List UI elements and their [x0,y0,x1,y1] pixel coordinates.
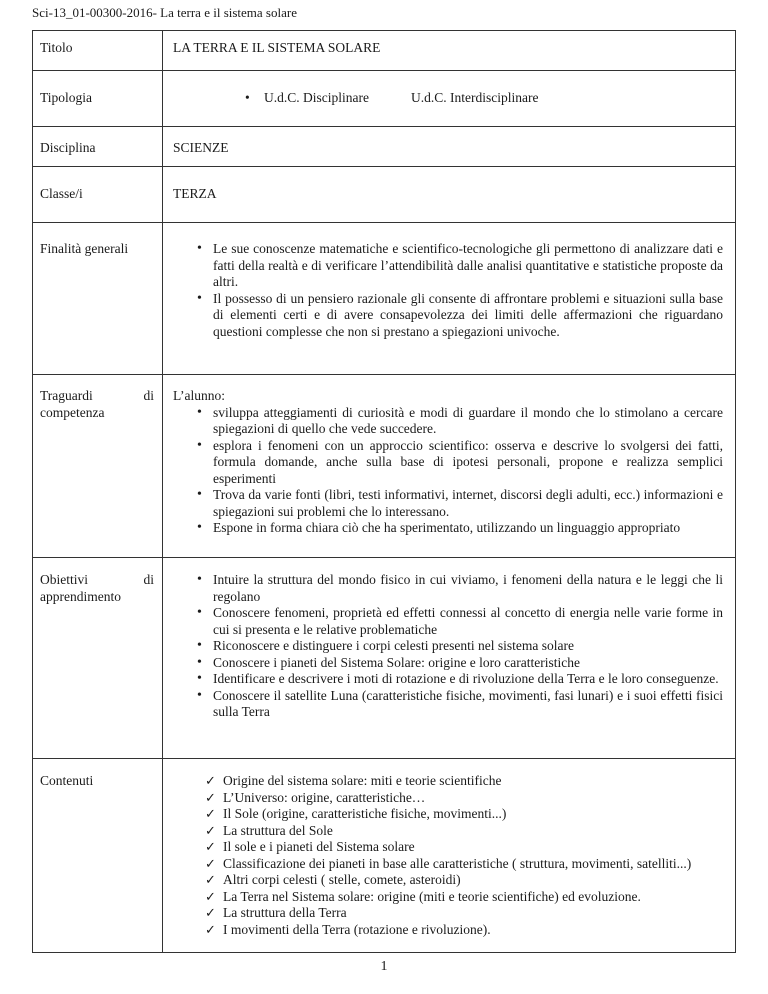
option-interdisciplinare: U.d.C. Interdisciplinare [411,90,539,105]
check-icon: ✓ [205,773,216,788]
bullet-icon: • [245,90,250,105]
check-icon: ✓ [205,905,216,920]
label-obiettivi: Obiettivi di [40,572,154,587]
row-titolo [33,31,736,71]
traguardi-list [173,405,723,537]
row-classe [33,167,736,223]
document-header: Sci-13_01-00300-2016- La terra e il sistema solare [32,5,297,20]
list-item: ✓ I movimenti della Terra (rotazione e rivoluzione). [205,921,491,937]
label-finalita: Finalità generali [33,223,163,375]
tipologia-options [173,90,723,110]
list-item: ✓ Origine del sistema solare: miti e teorie scientifiche [205,773,502,788]
check-icon: ✓ [205,855,216,871]
list-item: ✓ La struttura della Terra [205,905,347,920]
finalita-list [173,241,723,340]
list-item: ✓ Il Sole (origine, caratteristiche fisiche, movimenti...) [205,806,507,821]
list-item: ✓ Il sole e i pianeti del Sistema solare [205,839,415,854]
check-icon: ✓ [205,839,216,854]
value-classe: TERZA [163,167,736,223]
contenuti-list [173,773,723,938]
check-icon: ✓ [205,921,216,937]
label-tipologia: Tipologia [33,71,163,127]
list-item: • sviluppa atteggiamenti di curiosità e modi di guardare il mondo che lo stimolano a cercare spiegazioni di quello che vede succedere. [173,405,723,438]
row-disciplina [33,127,736,167]
lesson-plan-table [32,30,736,953]
list-item: • Il possesso di un pensiero razionale gli consente di affrontare problemi e situazioni sulla base di elementi certi e di avere consapevolezza dei limiti delle affermazioni che riguardano questioni complesse che non si prestano a spiegazioni univoche. [173,291,723,341]
traguardi-intro: L’alunno: [173,388,225,403]
value-disciplina: SCIENZE [163,127,736,167]
obiettivi-list [173,572,723,721]
list-item: • Intuire la struttura del mondo fisico in cui viviamo, i fenomeni della natura e le leggi che li regolano [173,572,723,605]
row-finalita [33,223,736,375]
label-disciplina: Disciplina [33,127,163,167]
check-icon: ✓ [205,822,216,838]
label-traguardi: Traguardi di [40,388,154,403]
check-icon: ✓ [205,872,216,887]
list-item: • esplora i fenomeni con un approccio scientifico: osserva e descrive lo svolgersi dei fatti, formula domande, anche sulla base di ipotesi personali, propone e realizza semplici esperimenti [173,438,723,488]
row-contenuti [33,759,736,953]
label-contenuti: Contenuti [33,759,163,953]
list-item: ✓ L’Universo: origine, caratteristiche… [205,789,426,805]
row-tipologia [33,71,736,127]
list-item: ✓ Classificazione dei pianeti in base alle caratteristiche ( struttura, movimenti, satelliti...) [205,855,692,871]
list-item: ✓ La struttura del Sole [205,822,333,838]
list-item: • Identificare e descrivere i moti di rotazione e di rivoluzione della Terra e le loro conseguenze. [173,671,723,688]
list-item: ✓ Altri corpi celesti ( stelle, comete, asteroidi) [205,872,461,887]
list-item: • Le sue conoscenze matematiche e scientifico-tecnologiche gli permettono di analizzare dati e fatti della realtà e di verificare l’attendibilità dalle analisi quantitative e statistiche proposte da altri. [173,241,723,291]
list-item: ✓ La Terra nel Sistema solare: origine (miti e teorie scientifiche) ed evoluzione. [205,888,641,904]
list-item: • Conoscere i pianeti del Sistema Solare: origine e loro caratteristiche [173,655,723,672]
list-item: • Conoscere il satellite Luna (caratteristiche fisiche, movimenti, fasi lunari) e i suoi effetti fisici sulla Terra [173,688,723,721]
list-item: • Riconoscere e distinguere i corpi celesti presenti nel sistema solare [173,638,723,655]
check-icon: ✓ [205,806,216,821]
list-item: • Trova da varie fonti (libri, testi informativi, internet, discorsi degli adulti, ecc.) informazioni e spiegazioni sui problemi che lo interessano. [173,487,723,520]
option-disciplinare: U.d.C. Disciplinare [264,90,369,105]
value-titolo: LA TERRA E IL SISTEMA SOLARE [163,31,736,71]
check-icon: ✓ [205,888,216,904]
row-obiettivi: Obiettivi di apprendimento • Intuire la struttura del mondo fisico in cui viviamo, i fenomeni della natura e le leggi che li regolano • Conoscere fenomeni, proprietà ed effetti connessi al concetto di energia nelle varie forme in cui si presenta e le relative problematiche • Riconoscere e distinguere i corpi celesti presenti nel sistema solare • Conoscere i pianeti del Sistema Solare: origine e loro caratteristiche • Identificare e descrivere i moti di rotazione e di rivoluzione della Terra e le loro conseguenze. • Conoscere il satellite Luna (caratteristiche fisiche, movimenti, fasi lunari) e i suoi effetti fisici sulla Terra [33,558,736,759]
label-classe: Classe/i [33,167,163,223]
check-icon: ✓ [205,789,216,805]
list-item: • Conoscere fenomeni, proprietà ed effetti connessi al concetto di energia nelle varie forme in cui si presenta e le relative problematiche [173,605,723,638]
label-titolo: Titolo [33,31,163,71]
page-number: 1 [380,959,388,974]
list-item: • Espone in forma chiara ciò che ha sperimentato, utilizzando un linguaggio appropriato [173,520,723,537]
row-traguardi: Traguardi di competenza L’alunno: • sviluppa atteggiamenti di curiosità e modi di guardare il mondo che lo stimolano a cercare spiegazioni di quello che vede succedere. • esplora i fenomeni con un approccio scientifico: osserva e descrive lo svolgersi dei fatti, formula domande, anche sulla base di ipotesi personali, propone e realizza semplici esperimenti • Trova da varie fonti (libri, testi informativi, internet, discorsi degli adulti, ecc.) informazioni e spiegazioni sui problemi che lo interessano. • Espone in forma chiara ciò che ha sperimentato, utilizzando un linguaggio appropriato [33,375,736,558]
